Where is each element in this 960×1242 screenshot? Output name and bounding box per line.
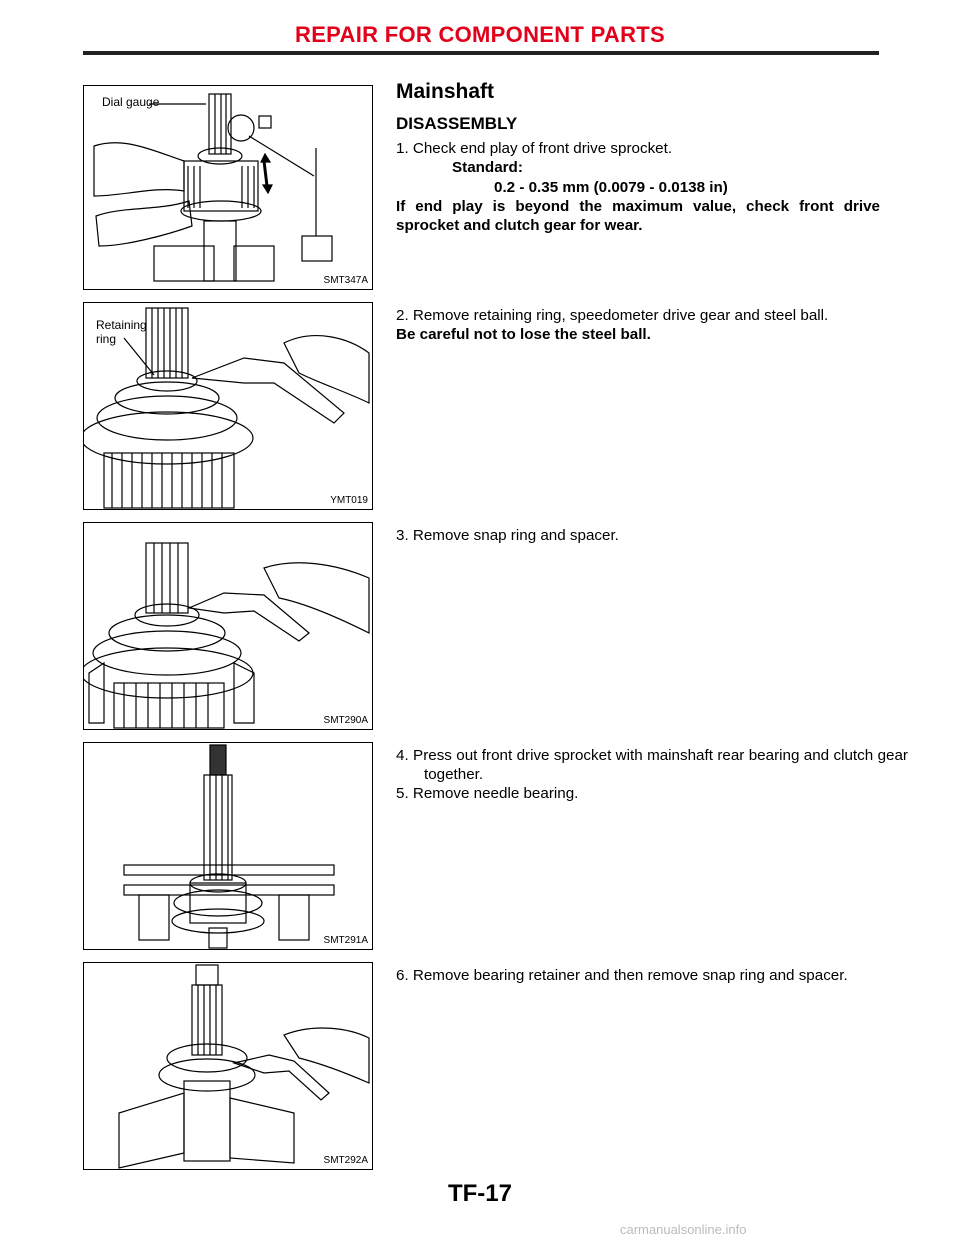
press-out-illustration xyxy=(84,743,373,950)
step-1: 1. Check end play of front drive sprocket. xyxy=(396,140,673,157)
figure-code: YMT019 xyxy=(330,495,368,506)
figure-press-out xyxy=(83,742,373,950)
watermark: carmanualsonline.info xyxy=(620,1222,747,1237)
step-2-caution: Be careful not to lose the steel ball. xyxy=(396,326,651,343)
standard-label: Standard: xyxy=(452,159,523,176)
figure-code: SMT292A xyxy=(323,1155,368,1166)
step-4: 4. Press out front drive sprocket with mainshaft rear bearing and clutch gear together. xyxy=(396,747,908,783)
figure-bearing-retainer xyxy=(83,962,373,1170)
section-title: Mainshaft xyxy=(396,80,495,103)
step-6: 6. Remove bearing retainer and then remove snap ring and spacer. xyxy=(396,967,848,984)
step-3: 3. Remove snap ring and spacer. xyxy=(396,527,619,544)
figure-snap-ring xyxy=(83,522,373,730)
step-2: 2. Remove retaining ring, speedometer drive gear and steel ball. xyxy=(396,307,829,324)
page-header-title: REPAIR FOR COMPONENT PARTS xyxy=(295,22,665,47)
figure-code: SMT291A xyxy=(323,935,368,946)
step-1-note: If end play is beyond the maximum value, check front drive sprocket and clutch gear for wear. xyxy=(396,198,880,234)
figure-callout-label-line1: Retaining xyxy=(96,318,147,332)
figure-callout-label: Dial gauge xyxy=(102,95,160,109)
step-5: 5. Remove needle bearing. xyxy=(396,785,579,802)
page-number: TF-17 xyxy=(447,1180,512,1207)
figure-code: SMT290A xyxy=(323,715,368,726)
dial-gauge-illustration xyxy=(84,86,373,290)
figure-dial-gauge xyxy=(83,85,373,290)
section-subtitle: DISASSEMBLY xyxy=(396,114,518,133)
header-rule xyxy=(83,51,879,55)
standard-value: 0.2 - 0.35 mm (0.0079 - 0.0138 in) xyxy=(494,179,728,196)
bearing-retainer-illustration xyxy=(84,963,373,1170)
figure-retaining-ring xyxy=(83,302,373,510)
figure-code: SMT347A xyxy=(323,275,368,286)
figure-callout-label-line2: ring xyxy=(96,332,117,346)
snap-ring-illustration xyxy=(84,523,373,730)
retaining-ring-illustration xyxy=(84,303,373,510)
